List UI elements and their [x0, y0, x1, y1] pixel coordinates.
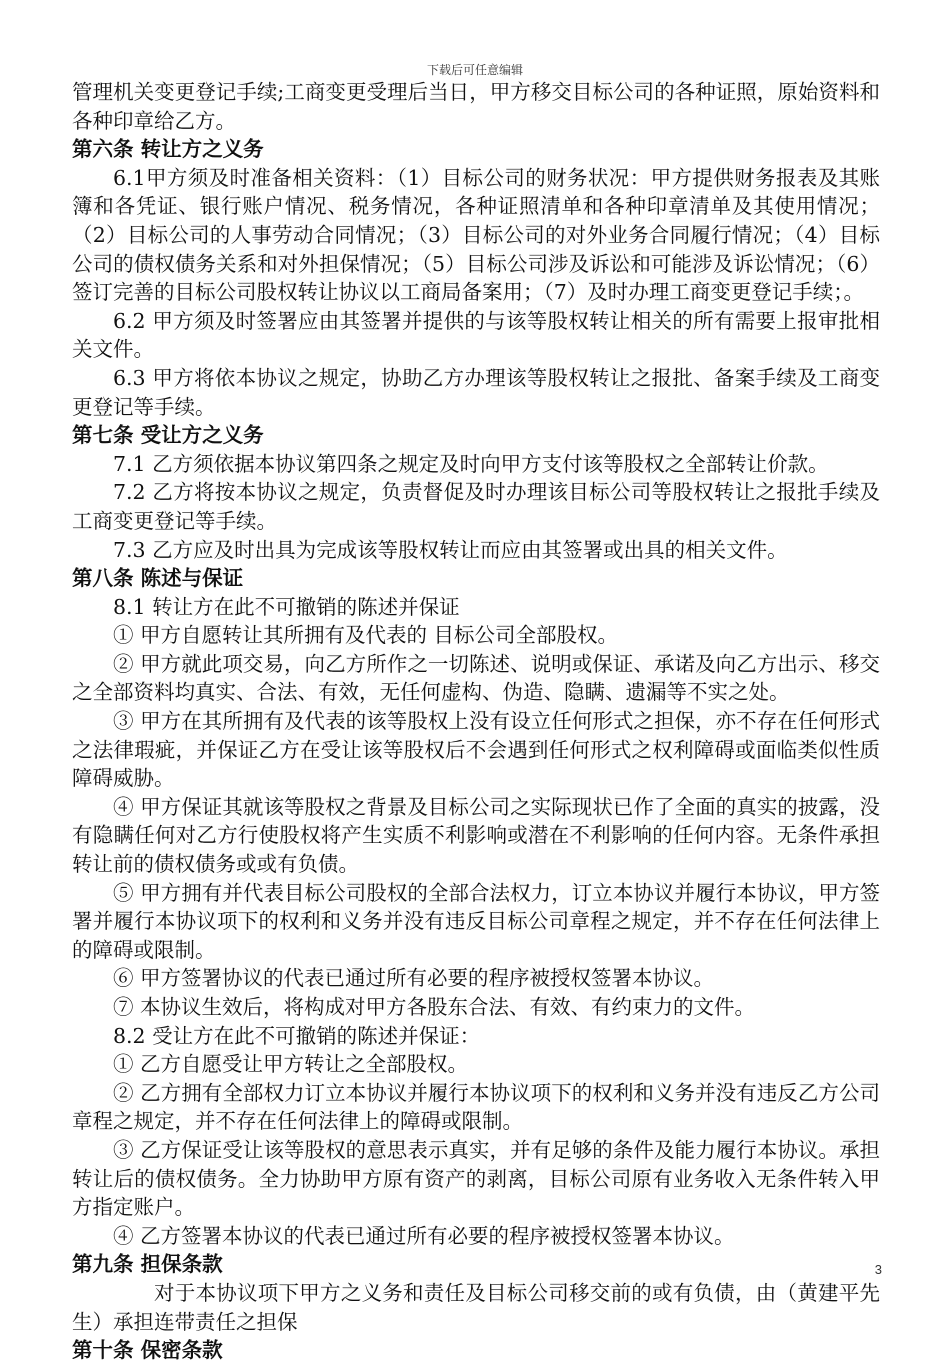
clause-7-3: 7.3 乙方应及时出具为完成该等股权转让而应由其签署或出具的相关文件。 — [113, 537, 788, 562]
paragraph: 管理机关变更登记手续;工商变更受理后当日，甲方移交目标公司的各种证照，原始资料和各种印章给乙方。 — [72, 80, 880, 133]
clause-8-2-item-1: ① 乙方自愿受让甲方转让之全部股权。 — [113, 1052, 469, 1077]
clause-8-1-item-6: ⑥ 甲方签署协议的代表已通过所有必要的程序被授权签署本协议。 — [113, 966, 715, 991]
clause-8-2: 8.2 受让方在此不可撤销的陈述并保证： — [113, 1023, 481, 1048]
clause-8-1-item-4: ④ 甲方保证其就该等股权之背景及目标公司之实际现状已作了全面的真实的披露，没有隐瞒任何对乙方行使股权将产生实质不利影响或潜在不利影响的任何内容。无条件承担转让前的债权债务或或有负债。 — [72, 794, 880, 877]
article-heading-6: 第六条 转让方之义务 — [72, 137, 264, 162]
clause-8-1-item-7: ⑦ 本协议生效后，将构成对甲方各股东合法、有效、有约束力的文件。 — [113, 995, 756, 1019]
article-heading-10: 第十条 保密条款 — [72, 1338, 223, 1363]
clause-7-2: 7.2 乙方将按本协议之规定，负责督促及时办理该目标公司等股权转让之报批手续及工商变更登记等手续。 — [72, 480, 880, 533]
clause-8-1-item-5: ⑤ 甲方拥有并代表目标公司股权的全部合法权力，订立本协议并履行本协议，甲方签署并履行本协议项下的权利和义务并没有违反目标公司章程之规定，并不存在任何法律上的障碍或限制。 — [72, 880, 880, 962]
clause-8-1: 8.1 转让方在此不可撤销的陈述并保证 — [113, 594, 460, 619]
clause-8-1-item-1: ① 甲方自愿转让其所拥有及代表的 目标公司全部股权。 — [113, 623, 619, 648]
clause-6-1: 6.1甲方须及时准备相关资料：（1）目标公司的财务状况：甲方提供财务报表及其账簿和各凭证、银行账户情况、税务情况，各种证照清单和各种印章清单及其使用情况；（2）目标公司的人事劳动合同情况；（3）目标公司的对外业务合同履行情况；（4）目标公司的债权债务关系和对外担保情况；（5）目标公司涉及诉讼和可能涉及诉讼情况；（6）签订完善的目标公司股权转让协议以工商局备案用；（7）及时办理工商变更登记手续；。 — [72, 165, 880, 305]
article-heading-9: 第九条 担保条款 — [72, 1252, 223, 1277]
document-body — [72, 78, 880, 1365]
clause-8-2-item-3: ③ 乙方保证受让该等股权的意思表示真实，并有足够的条件及能力履行本协议。承担转让后的债权债务。全力协助甲方原有资产的剥离，目标公司原有业务收入无条件转入甲方指定账户。 — [72, 1137, 880, 1220]
clause-8-2-item-2: ② 乙方拥有全部权力订立本协议并履行本协议项下的权利和义务并没有违反乙方公司章程之规定，并不存在任何法律上的障碍或限制。 — [72, 1080, 880, 1134]
clause-8-1-item-3: ③ 甲方在其所拥有及代表的该等股权上没有设立任何形式之担保，亦不存在任何形式之法律瑕疵，并保证乙方在受让该等股权后不会遇到任何形式之权利障碍或面临类似性质障碍威胁。 — [72, 709, 880, 791]
article-heading-7: 第七条 受让方之义务 — [72, 423, 264, 448]
guarantee-clause: 对于本协议项下甲方之义务和责任及目标公司移交前的或有负债，由（黄建平先生）承担连带责任之担保 — [72, 1280, 880, 1334]
page-header: 下载后可任意编辑 — [426, 63, 523, 77]
clause-7-1: 7.1 乙方须依据本协议第四条之规定及时向甲方支付该等股权之全部转让价款。 — [113, 451, 829, 476]
clause-6-2: 6.2 甲方须及时签署应由其签署并提供的与该等股权转让相关的所有需要上报审批相关文件。 — [72, 308, 880, 362]
page-number: 3 — [874, 1262, 882, 1277]
article-heading-8: 第八条 陈述与保证 — [72, 566, 244, 591]
clause-8-2-item-4: ④ 乙方签署本协议的代表已通过所有必要的程序被授权签署本协议。 — [113, 1223, 735, 1248]
clause-8-1-item-2: ② 甲方就此项交易，向乙方所作之一切陈述、说明或保证、承诺及向乙方出示、移交之全部资料均真实、合法、有效，无任何虚构、伪造、隐瞒、遗漏等不实之处。 — [72, 651, 880, 705]
clause-6-3: 6.3 甲方将依本协议之规定，协助乙方办理该等股权转让之报批、备案手续及工商变更登记等手续。 — [72, 365, 880, 419]
